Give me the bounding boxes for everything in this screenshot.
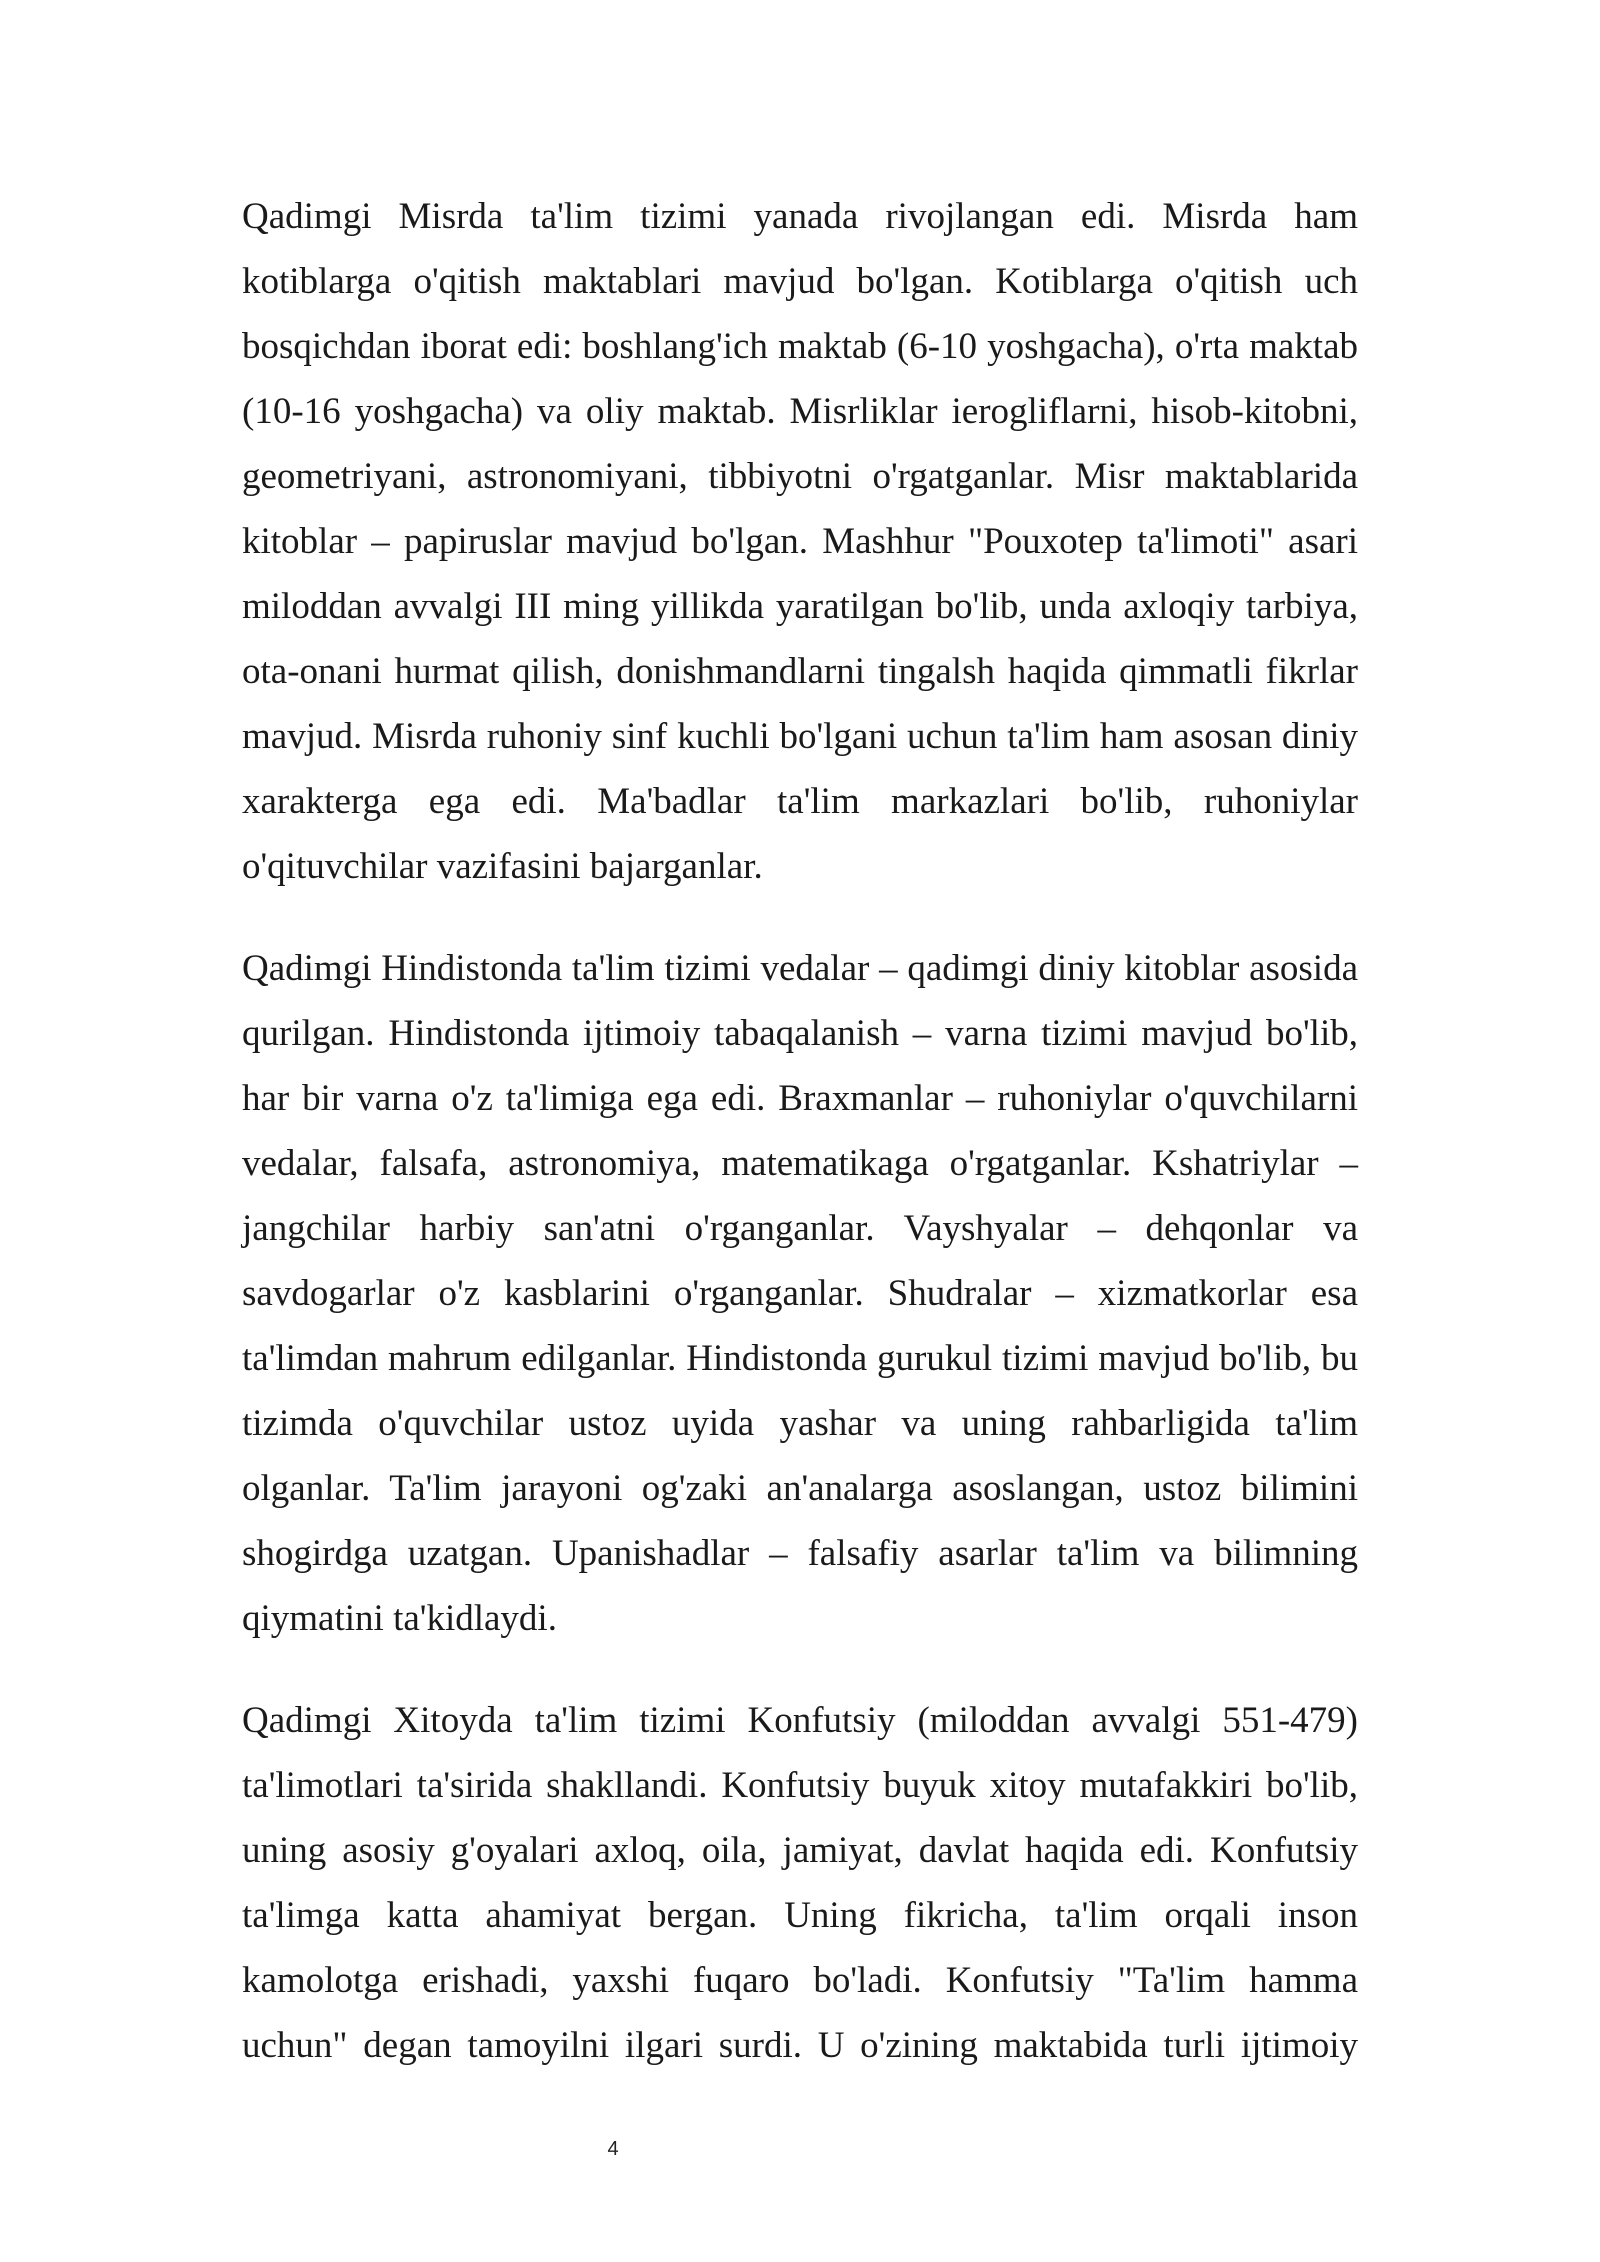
paragraph-egypt: Qadimgi Misrda ta'lim tizimi yanada rivojlangan edi. Misrda ham kotiblarga o'qitish maktablari mavjud bo'lgan. Kotiblarga o'qitish uch bosqichdan iborat edi: boshlang'ich maktab (6-10 yoshgacha), o'rta maktab (10-16 yoshgacha) va oliy maktab. Misrliklar ierogliflarni, hisob-kitobni, geometriyani, astronomiyani, tibbiyotni o'rgatganlar. Misr maktablarida kitoblar – papiruslar mavjud bo'lgan. Mashhur "Pouxotep ta'limoti" asari miloddan avvalgi III ming yillikda yaratilgan bo'lib, unda axloqiy tarbiya, ota-onani hurmat qilish, donishmandlarni tingalsh haqida qimmatli fikrlar mavjud. Misrda ruhoniy sinf kuchli bo'lgani uchun ta'lim ham asosan diniy xarakterga ega edi. Ma'badlar ta'lim markazlari bo'lib, ruhoniylar o'qituvchilar vazifasini bajarganlar. — [242, 196, 1358, 887]
page-body — [242, 184, 1358, 2078]
paragraph-china: Qadimgi Xitoyda ta'lim tizimi Konfutsiy (miloddan avvalgi 551-479) ta'limotlari ta'sirida shakllandi. Konfutsiy buyuk xitoy mutafakkiri bo'lib, uning asosiy g'oyalari axloq, oila, jamiyat, davlat haqida edi. Konfutsiy ta'limga katta ahamiyat bergan. Uning fikricha, ta'lim orqali inson kamolotga erishadi, yaxshi fuqaro bo'ladi. Konfutsiy "Ta'lim hamma uchun" degan tamoyilni ilgari surdi. U o'zining maktabida turli ijtimoiy — [242, 1700, 1358, 2066]
paragraph-india: Qadimgi Hindistonda ta'lim tizimi vedalar – qadimgi diniy kitoblar asosida qurilgan. Hindistonda ijtimoiy tabaqalanish – varna tizimi mavjud bo'lib, har bir varna o'z ta'limiga ega edi. Braxmanlar – ruhoniylar o'quvchilarni vedalar, falsafa, astronomiya, matematikaga o'rgatganlar. Kshatriylar – jangchilar harbiy san'atni o'rganganlar. Vayshyalar – dehqonlar va savdogarlar o'z kasblarini o'rganganlar. Shudralar – xizmatkorlar esa ta'limdan mahrum edilganlar. Hindistonda gurukul tizimi mavjud bo'lib, bu tizimda o'quvchilar ustoz uyida yashar va uning rahbarligida ta'lim olganlar. Ta'lim jarayoni og'zaki an'analarga asoslangan, ustoz bilimini shogirdga uzatgan. Upanishadlar – falsafiy asarlar ta'lim va bilimning qiymatini ta'kidlaydi. — [242, 948, 1358, 1639]
page-number: 4 — [607, 2138, 619, 2160]
